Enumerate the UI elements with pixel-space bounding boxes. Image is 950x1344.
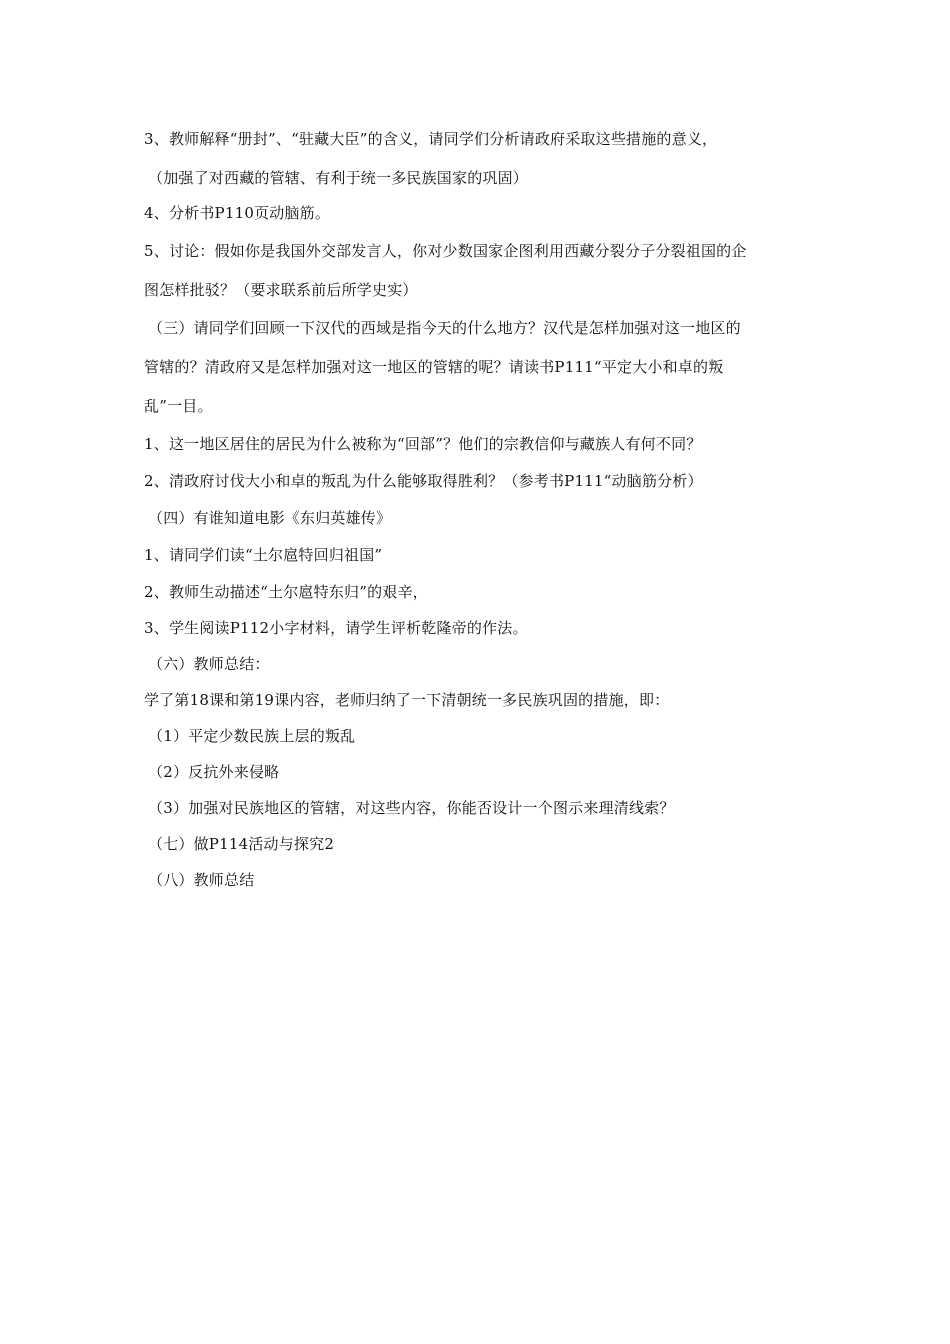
text-line: 3、教师解释“册封”、“驻藏大臣”的含义，请同学们分析请政府采取这些措施的意义， [144, 130, 718, 148]
text-line: 4、分析书P110页动脑筋。 [144, 204, 331, 222]
text-line: （七）做P114活动与探究2 [148, 835, 335, 853]
text-line: （四）有谁知道电影《东归英雄传》 [148, 509, 392, 527]
text-line: 图怎样批驳？（要求联系前后所学史实） [144, 281, 418, 299]
text-line: （三）请同学们回顾一下汉代的西域是指今天的什么地方？汉代是怎样加强对这一地区的 [148, 319, 741, 337]
text-line: 1、请同学们读“土尔扈特回归祖国” [144, 546, 383, 564]
text-line: （六）教师总结： [148, 655, 270, 673]
text-line: 5、讨论：假如你是我国外交部发言人，你对少数国家企图利用西藏分裂分子分裂祖国的企 [144, 242, 747, 260]
text-line: 2、教师生动描述“土尔扈特东归”的艰辛， [144, 583, 428, 601]
text-line: 管辖的？清政府又是怎样加强对这一地区的管辖的呢？请读书P111“平定大小和卓的叛 [144, 358, 724, 376]
text-line: （2）反抗外来侵略 [148, 763, 280, 781]
text-line: （加强了对西藏的管辖、有利于统一多民族国家的巩固） [148, 169, 529, 187]
text-line: 学了第18课和第19课内容，老师归纳了一下清朝统一多民族巩固的措施，即： [144, 691, 670, 709]
text-line: 1、这一地区居住的居民为什么被称为“回部”？他们的宗教信仰与藏族人有何不同？ [144, 435, 702, 453]
text-line: 2、清政府讨伐大小和卓的叛乱为什么能够取得胜利？（参考书P111“动脑筋分析） [144, 472, 703, 490]
text-line: （1）平定少数民族上层的叛乱 [148, 727, 356, 745]
text-line: （3）加强对民族地区的管辖，对这些内容，你能否设计一个图示来理清线索？ [148, 799, 675, 817]
text-line: （八）教师总结 [148, 871, 255, 889]
text-line: 乱”一目。 [144, 397, 213, 415]
text-line: 3、学生阅读P112小字材料，请学生评析乾隆帝的作法。 [144, 619, 528, 637]
